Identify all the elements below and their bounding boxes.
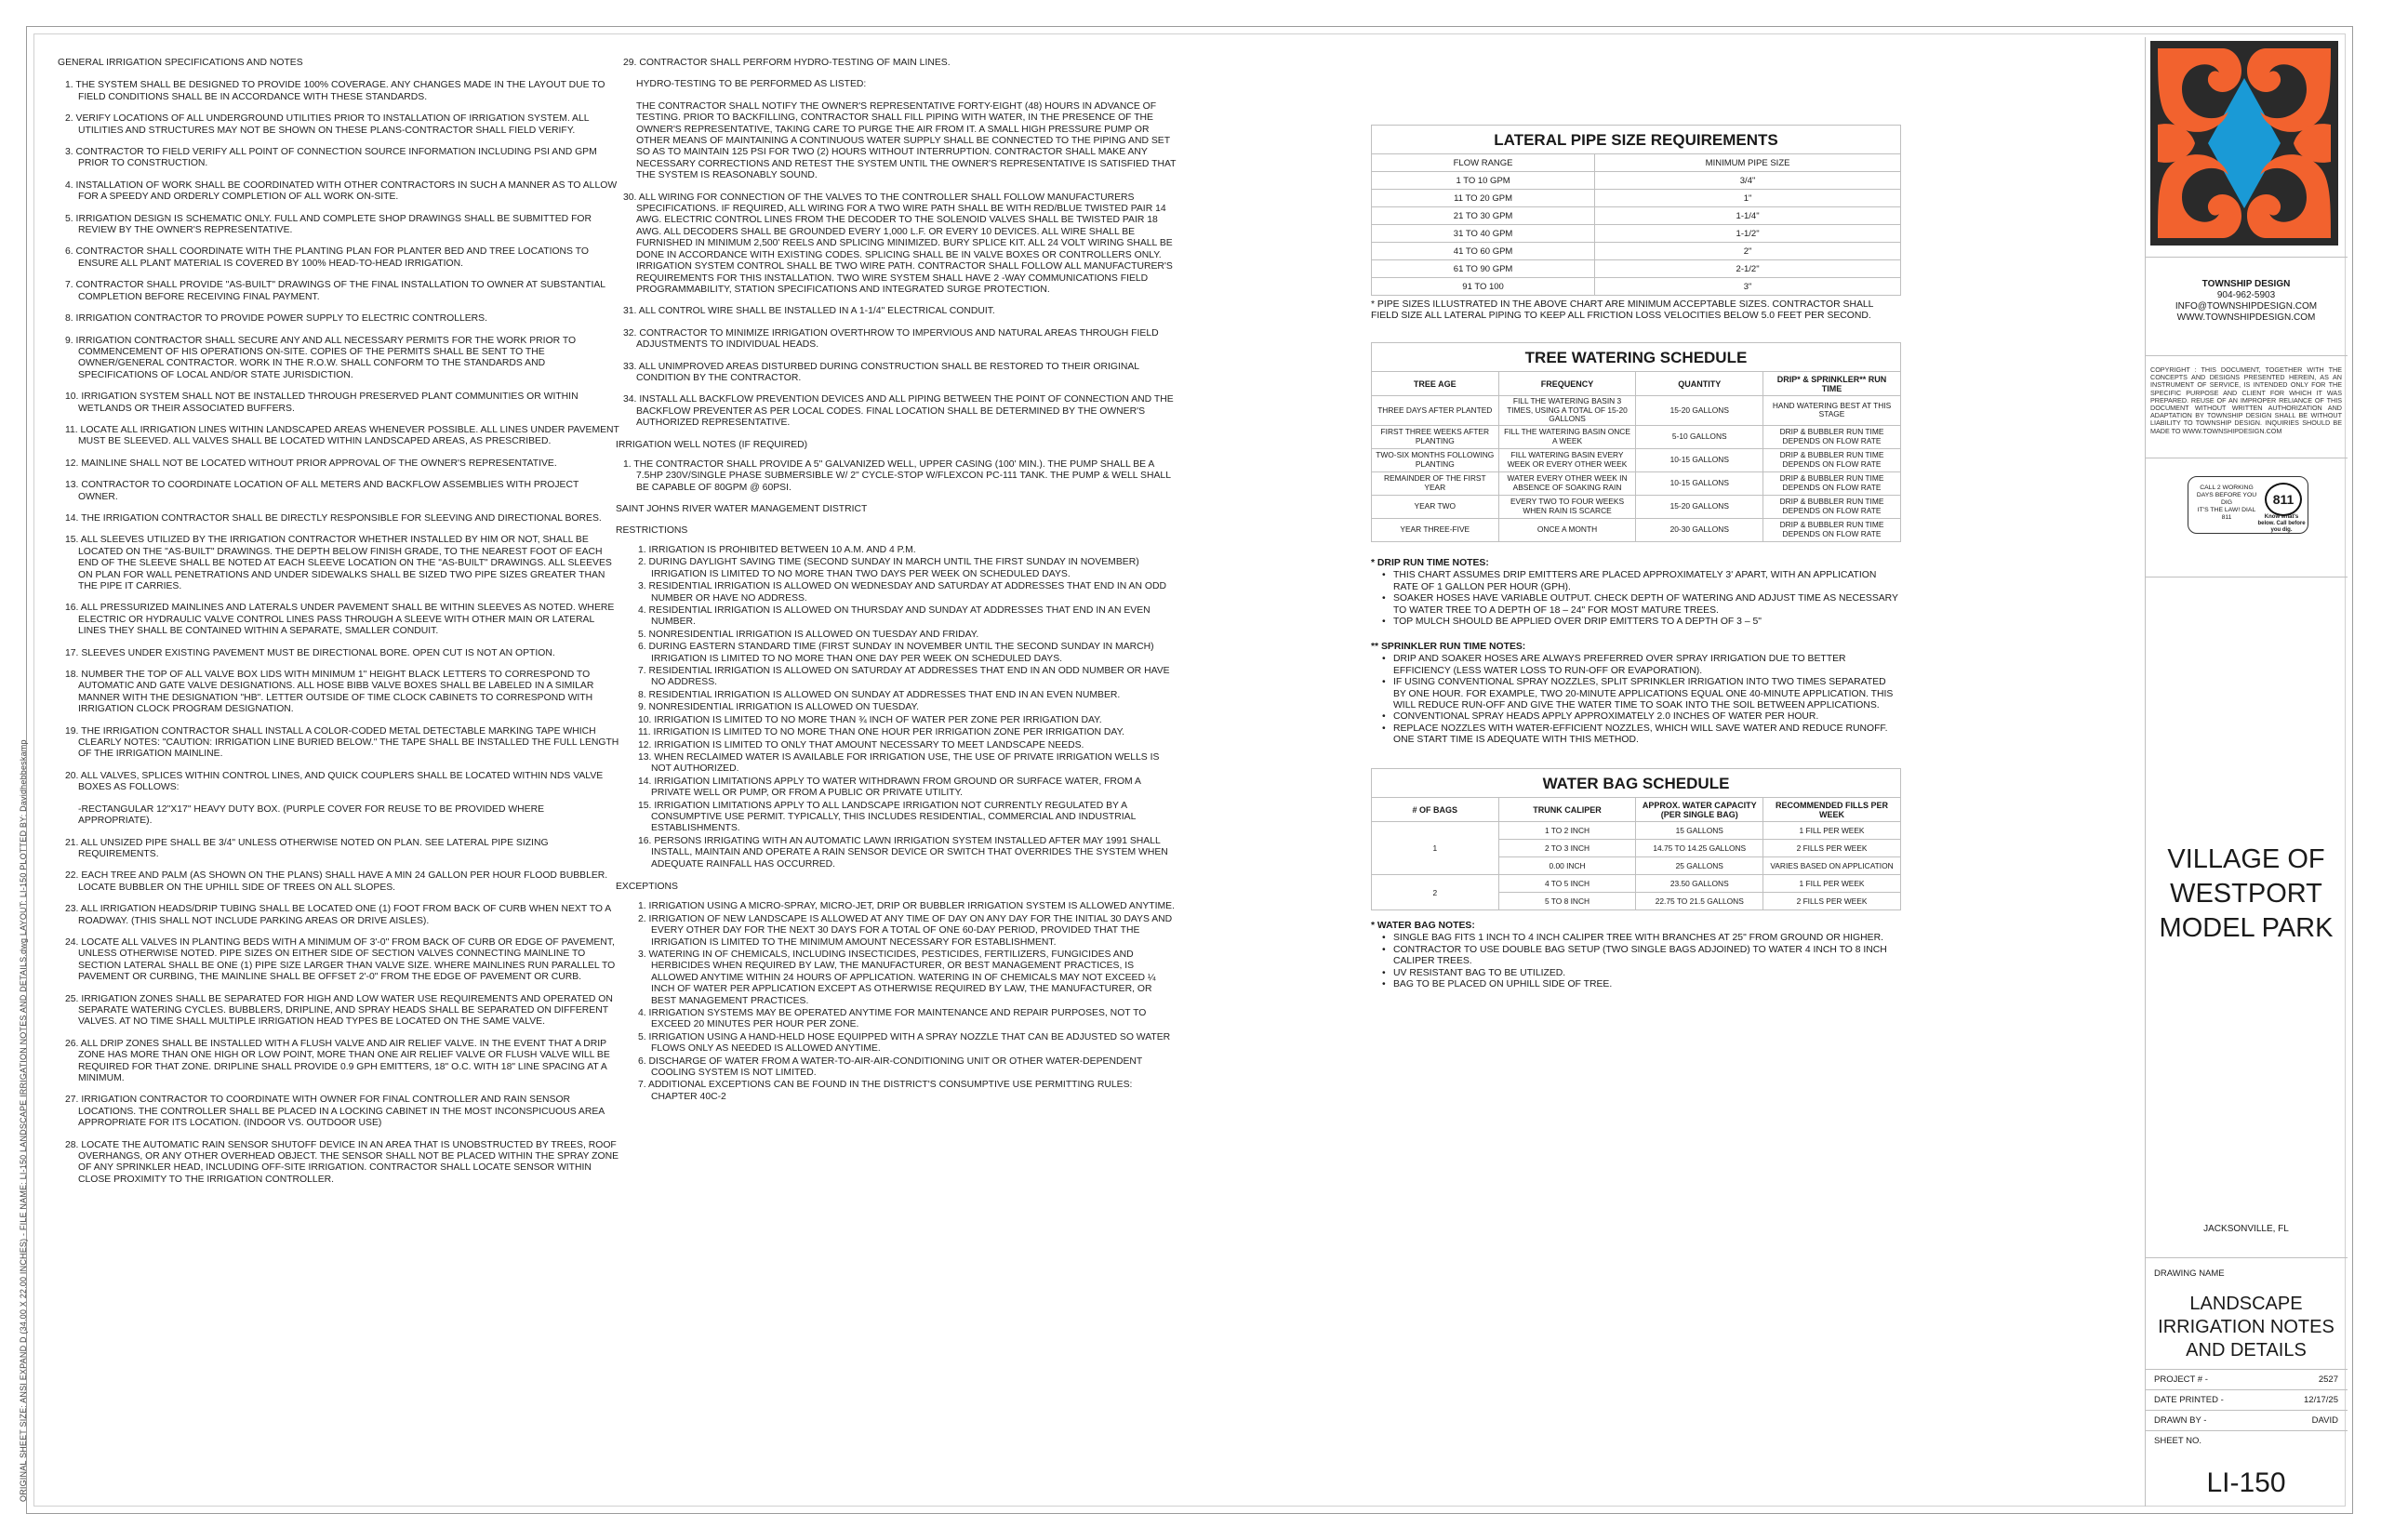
notes-column-2 (616, 58, 1177, 1114)
exception-item: 3. WATERING IN OF CHEMICALS, INCLUDING INSECTICIDES, PESTICIDES, FERTILIZERS, FUNGICIDES AND HERBICIDES WHEN REQUIRED BY LAW, THE MANUFACTURER, OR BEST MANAGEMENT PRACTICES, IS ALLOWED ANYTIME WITHIN 24 HOURS OF APPLICATION. WATERING IN OF CHEMICALS MAY NOT EXCEED ¼ INCH OF WATER PER APPLICATION EXCEPT AS OTHERWISE REQUIRED BY LAW, THE MANUFACTURER, OR BEST MANAGEMENT PRACTICES. (638, 949, 1156, 1006)
811-icon: 811 (2265, 483, 2302, 516)
general-note: 6. CONTRACTOR SHALL COORDINATE WITH THE PLANTING PLAN FOR PLANTER BED AND TREE LOCATIONS TO ENSURE ALL PLANT MATERIAL IS COVERED BY 100% HEAD-TO-HEAD IRRIGATION. (65, 246, 589, 269)
call-811-badge (2188, 476, 2308, 534)
title-block-divider (2145, 1410, 2348, 1411)
bag-count-cell: 2 (1372, 875, 1499, 910)
note-29: 29. CONTRACTOR SHALL PERFORM HYDRO-TESTING OF MAIN LINES. (623, 58, 951, 68)
hydro-test-heading: HYDRO-TESTING TO BE PERFORMED AS LISTED: (636, 79, 867, 90)
table-cell: FILL WATERING BASIN EVERY WEEK OR EVERY OTHER WEEK (1498, 448, 1636, 471)
call-811-tagline: Know what's below. Call before you dig. (2257, 514, 2306, 533)
table-cell: 15-20 GALLONS (1636, 396, 1763, 426)
general-note: 23. ALL IRRIGATION HEADS/DRIP TUBING SHALL BE LOCATED ONE (1) FOOT FROM BACK OF CURB WHEN NEXT TO A ROADWAY. (THIS SHALL NOT INCLUDE PARKING AREAS OR DRIVE AISLES). (65, 904, 611, 926)
drawing-name-line: IRRIGATION NOTES (2158, 1317, 2334, 1337)
table-row (1372, 471, 1901, 495)
general-note: 22. EACH TREE AND PALM (AS SHOWN ON THE PLANS) SHALL HAVE A MIN 24 GALLON PER HOUR FLOOD BUBBLER. LOCATE BUBBLER ON THE UPHILL SIDE OF TREES ON ALL SLOPES. (65, 870, 608, 893)
general-note: 11. LOCATE ALL IRRIGATION LINES WITHIN LANDSCAPED AREAS WHENEVER POSSIBLE. ALL LINES UNDER PAVEMENT MUST BE SLEEVED. ALL VALVES SHALL BE LOCATED WITHIN LANDSCAPED AREAS, AS PRESCRIBED. (65, 424, 619, 447)
general-note: 15. ALL SLEEVES UTILIZED BY THE IRRIGATION CONTRACTOR WHETHER INSTALLED BY HIM OR NOT, SHALL BE LOCATED ON THE "AS-BUILT" DRAWINGS. THE DEPTH BELOW FINISH GRADE, TO THE NEAREST FOOT OF EACH END OF THE SLEEVE SHALL BE NOTED AT EACH SLEEVE LOCATION ON THE "AS-BUILT" DRAWINGS. ALL SLEEVES ON PLAN FOR WALL PENETRATIONS AND UNDER SIDEWALKS SHALL BE SIZED TWO PIPE SIZES GREATER THAN THE PIPE IT CARRIES. (65, 535, 612, 591)
title-block-divider (2145, 1389, 2348, 1390)
drip-note-item: • TOP MULCH SHOULD BE APPLIED OVER DRIP EMITTERS TO A DEPTH OF 3 – 5" (1377, 617, 1901, 628)
table-cell: 20-30 GALLONS (1636, 518, 1763, 541)
company-name: TOWNSHIP DESIGN (2201, 279, 2291, 289)
table-cell: 2 TO 3 INCH (1498, 840, 1636, 857)
table-row (1372, 448, 1901, 471)
table-cell: 1 FILL PER WEEK (1763, 822, 1901, 840)
general-note: 4. INSTALLATION OF WORK SHALL BE COORDINATED WITH OTHER CONTRACTORS IN SUCH A MANNER AS TO ALLOW FOR A SPEEDY AND ORDERLY COMPLETION OF ALL WORK ON-SITE. (65, 179, 618, 203)
general-note: 27. IRRIGATION CONTRACTOR TO COORDINATE WITH OWNER FOR FINAL CONTROLLER AND RAIN SENSOR LOCATIONS. THE CONTROLLER SHALL BE PLACED IN A LOCKING CABINET IN THE MOST INCONSPICUOUS AREA APPROPRIATE FOR ITS LOCATION. (INDOOR VS. OUTDOOR USE) (65, 1095, 605, 1129)
sheet-number-row (2154, 1436, 2338, 1454)
general-note: 26. ALL DRIP ZONES SHALL BE INSTALLED WITH A FLUSH VALVE AND AIR RELIEF VALVE. IN THE EVENT THAT A DRIP ZONE HAS MORE THAN ONE HIGH OR LOW POINT, MORE THAN ONE AIR RELIEF VALVE OR FLUSH VALVE WILL BE REQUIRED FOR THAT ZONE. DRIPLINE SHALL PROVIDE 0.9 GPH EMITTERS, 18" O.C. WITH 18" LINE SPACING AT A MINIMUM. (65, 1038, 610, 1083)
table-cell: 23.50 GALLONS (1636, 875, 1763, 893)
drawing-name (2145, 1293, 2348, 1362)
table-row (1372, 243, 1901, 260)
table-row (1372, 518, 1901, 541)
table-row (1372, 875, 1901, 893)
table-cell: 1" (1595, 190, 1901, 207)
water-bag-note-item: • CONTRACTOR TO USE DOUBLE BAG SETUP (TWO SINGLE BAGS ADJOINED) TO WATER 4 INCH TO 8 INCH CALIPER TREES. (1377, 945, 1901, 968)
lateral-pipe-note: * PIPE SIZES ILLUSTRATED IN THE ABOVE CHART ARE MINIMUM ACCEPTABLE SIZES. CONTRACTOR SHALL FIELD SIZE ALL LATERAL PIPING TO KEEP ALL FRICTION LOSS VELOCITIES BELOW 5.0 FEET PER SECOND. (1371, 299, 1874, 322)
table-cell: 2 FILLS PER WEEK (1763, 893, 1901, 910)
water-bag-title: WATER BAG SCHEDULE (1371, 768, 1901, 797)
table-cell: 2" (1595, 243, 1901, 260)
bag-count-cell: 1 (1372, 822, 1499, 875)
table-cell: DRIP & BUBBLER RUN TIME DEPENDS ON FLOW RATE (1763, 448, 1901, 471)
general-note: 14. THE IRRIGATION CONTRACTOR SHALL BE DIRECTLY RESPONSIBLE FOR SLEEVING AND DIRECTIONAL BORES. (65, 512, 602, 524)
drawing-name-line: AND DETAILS (2186, 1340, 2307, 1361)
table-cell: YEAR TWO (1372, 495, 1499, 518)
title-block-divider (2145, 257, 2348, 258)
table-cell: 2 FILLS PER WEEK (1763, 840, 1901, 857)
project-title-line: VILLAGE OF (2167, 844, 2325, 874)
table-cell: 1-1/4" (1595, 207, 1901, 225)
exception-item: 2. IRRIGATION OF NEW LANDSCAPE IS ALLOWED AT ANY TIME OF DAY ON ANY DAY FOR THE INITIAL 30 DAYS AND EVERY OTHER DAY FOR THE NEXT 30 DAYS FOR A TOTAL OF ONE 60-DAY PERIOD, PROVIDED THAT THE IRRIGATION IS LIMITED TO THE MINIMUM AMOUNT NECESSARY FOR ESTABLISHMENT. (638, 913, 1173, 948)
restriction-item: 9. NONRESIDENTIAL IRRIGATION IS ALLOWED ON TUESDAY. (638, 702, 919, 713)
exception-item: 4. IRRIGATION SYSTEMS MAY BE OPERATED ANYTIME FOR MAINTENANCE AND REPAIR PURPOSES, NOT TO EXCEED 20 MINUTES PER HOUR PER ZONE. (638, 1008, 1147, 1030)
township-design-logo (2150, 41, 2338, 246)
table-cell: 22.75 TO 21.5 GALLONS (1636, 893, 1763, 910)
table-row (1372, 495, 1901, 518)
drawn-by-label: DRAWN BY - (2154, 1415, 2207, 1426)
project-number-row (2154, 1374, 2338, 1393)
table-cell: 2-1/2" (1595, 260, 1901, 278)
restriction-item: 15. IRRIGATION LIMITATIONS APPLY TO ALL LANDSCAPE IRRIGATION NOT CURRENTLY REGULATED BY A CONSUMPTIVE USE PERMIT. TYPICALLY, THIS INCLUDES RESIDENTIAL, COMMERCIAL AND INDUSTRIAL ESTABLISHMENTS. (638, 800, 1136, 834)
restriction-item: 1. IRRIGATION IS PROHIBITED BETWEEN 10 A.M. AND 4 P.M. (638, 545, 916, 555)
restriction-item: 2. DURING DAYLIGHT SAVING TIME (SECOND SUNDAY IN MARCH UNTIL THE FIRST SUNDAY IN NOVEMBER) IRRIGATION IS LIMITED TO NO MORE THAN TWO DAYS PER WEEK ON SCHEDULED DAYS. (638, 557, 1139, 579)
table-row (1372, 190, 1901, 207)
company-phone: 904-962-5903 (2216, 290, 2276, 300)
table-cell: TWO-SIX MONTHS FOLLOWING PLANTING (1372, 448, 1499, 471)
title-block-divider (2145, 577, 2348, 578)
restriction-item: 6. DURING EASTERN STANDARD TIME (FIRST SUNDAY IN NOVEMBER UNTIL THE SECOND SUNDAY IN MARCH) IRRIGATION IS LIMITED TO NO MORE THAN ONE DAY PER WEEK ON SCHEDULED DAYS. (638, 642, 1154, 664)
drawn-by-value: DAVID (2311, 1415, 2338, 1426)
sprinkler-note-item: • REPLACE NOZZLES WITH WATER-EFFICIENT NOZZLES, WHICH WILL SAVE WATER AND REDUCE RUNOFF. ONE START TIME IS ADEQUATE WITH THIS METHOD. (1377, 724, 1901, 747)
table-row (1372, 172, 1901, 190)
company-email: INFO@TOWNSHIPDESIGN.COM (2175, 301, 2318, 312)
restriction-item: 16. PERSONS IRRIGATING WITH AN AUTOMATIC LAWN IRRIGATION SYSTEM INSTALLED AFTER MAY 1991 SHALL INSTALL, MAINTAIN AND OPERATE A RAIN SENSOR DEVICE OR SWITCH THAT OVERRIDES THE SYSTEM WHEN ADEQUATE RAINFALL HAS OCCURRED. (638, 835, 1168, 870)
table-row (1372, 822, 1901, 840)
copyright-notice: COPYRIGHT : THIS DOCUMENT, TOGETHER WITH THE CONCEPTS AND DESIGNS PRESENTED HEREIN, AS AN INSTRUMENT OF SERVICE, IS INTENDED ONLY FOR THE SPECIFIC PURPOSE AND CLIENT FOR WHICH IT WAS PREPARED. REUSE OF AN IMPROPER RELIANCE OF THIS DOCUMENT WITHOUT WRITTEN AUTHORIZATION AND ADAPTATION BY TOWNSHIP DESIGN SHALL BE WITHOUT LIABILITY TO TOWNSHIP DESIGN. INQUIRIES SHOULD BE MADE TO WWW.TOWNSHIPDESIGN.COM (2150, 365, 2342, 435)
exception-item: 5. IRRIGATION USING A HAND-HELD HOSE EQUIPPED WITH A SPRAY NOZZLE THAT CAN BE ADJUSTED SO WATER FLOWS ONLY AS NEEDED IS ALLOWED ANYTIME. (638, 1031, 1171, 1055)
restriction-item: 12. IRRIGATION IS LIMITED TO ONLY THAT AMOUNT NECESSARY TO MEET LANDSCAPE NEEDS. (638, 739, 1084, 750)
sprinkler-note-item: • IF USING CONVENTIONAL SPRAY NOZZLES, SPLIT SPRINKLER IRRIGATION INTO TWO TIMES SEPARATED BY ONE HOUR. FOR EXAMPLE, TWO 20-MINUTE APPLICATIONS EQUAL ONE 40-MINUTE APPLICATION. THIS WILL REDUCE RUN-OFF AND GIVE THE WATER TIME TO SOAK INTO THE SOIL BETWEEN APPLICATIONS. (1377, 677, 1901, 711)
hydro-test-text: THE CONTRACTOR SHALL NOTIFY THE OWNER'S REPRESENTATIVE FORTY-EIGHT (48) HOURS IN ADVANCE OF TESTING. PRIOR TO BACKFILLING, CONTRACTOR SHALL FILL PIPING WITH WATER, IN THE PRESENCE OF THE OWNER'S REPRESENTATIVE, TAKING CARE TO PURGE THE AIR FROM IT. A SMALL HIGH PRESSURE PUMP OR OTHER MEANS OF MAINTAINING A CONTINUOUS WATER SUPPLY SHALL BE CONNECTED TO THE PIPING AND SET SO AS TO MAINTAIN 125 PSI FOR TWO (2) HOURS WITHOUT INTERRUPTION. CONTRACTOR SHALL MAKE ANY NECESSARY CORRECTIONS AND RETEST THE SYSTEM UNTIL THE OWNER'S REPRESENTATIVE IS SATISFIED THAT THE SYSTEM IS REASONABLY SOUND. (636, 100, 1177, 181)
table-cell: 14.75 TO 14.25 GALLONS (1636, 840, 1763, 857)
drip-note-item: • SOAKER HOSES HAVE VARIABLE OUTPUT. CHECK DEPTH OF WATERING AND ADJUST TIME AS NECESSARY TO WATER TREE TO A DEPTH OF 18 – 24" FOR MOST MATURE TREES. (1377, 593, 1901, 617)
date-printed-value: 12/17/25 (2304, 1395, 2338, 1405)
general-note: 13. CONTRACTOR TO COORDINATE LOCATION OF ALL METERS AND BACKFLOW ASSEMBLIES WITH PROJECT OWNER. (65, 480, 579, 502)
table-cell: 1 TO 10 GPM (1372, 172, 1595, 190)
table-cell: REMAINDER OF THE FIRST YEAR (1372, 471, 1499, 495)
table-cell: 31 TO 40 GPM (1372, 225, 1595, 243)
project-number-value: 2527 (2318, 1374, 2338, 1385)
table-cell: DRIP & BUBBLER RUN TIME DEPENDS ON FLOW RATE (1763, 518, 1901, 541)
restrictions-list (638, 545, 1177, 870)
general-note: 24. LOCATE ALL VALVES IN PLANTING BEDS WITH A MINIMUM OF 3'-0" FROM BACK OF CURB OR EDGE OF PAVEMENT, UNLESS OTHERWISE NOTED. PIPE SIZES ON EITHER SIDE OF SECTION VALVES CONNECTING MAINLINE TO SECTION LATERAL SHALL BE ONE (1) PIPE SIZE LARGER THAN VALVE SIZE. WHERE MAINLINES RUN PARALLEL TO PAVEMENT OR CURBING, THE MAINLINE SHALL BE OFFSET 2'-0" FROM THE EDGE OF PAVEMENT OR CURB. (65, 936, 616, 983)
table-header: MINIMUM PIPE SIZE (1595, 154, 1901, 172)
drip-note-item: • THIS CHART ASSUMES DRIP EMITTERS ARE PLACED APPROXIMATELY 3' APART, WITH AN APPLICATION RATE OF 1 GALLON PER HOUR (GPH). (1377, 570, 1901, 593)
lateral-pipe-title: LATERAL PIPE SIZE REQUIREMENTS (1371, 125, 1901, 153)
restriction-item: 4. RESIDENTIAL IRRIGATION IS ALLOWED ON THURSDAY AND SUNDAY AT ADDRESSES THAT END IN AN EVEN NUMBER. (638, 605, 1151, 628)
exception-item: 6. DISCHARGE OF WATER FROM A WATER-TO-AIR-AIR-CONDITIONING UNIT OR OTHER WATER-DEPENDENT COOLING SYSTEM IS NOT LIMITED. (638, 1055, 1143, 1079)
sprinkler-notes-title: ** SPRINKLER RUN TIME NOTES: (1371, 642, 1526, 652)
table-cell: 41 TO 60 GPM (1372, 243, 1595, 260)
general-note: 1. THE SYSTEM SHALL BE DESIGNED TO PROVIDE 100% COVERAGE. ANY CHANGES MADE IN THE LAYOUT DUE TO FIELD CONDITIONS SHALL BE IN ACCORDANCE WITH THESE STANDARDS. (65, 80, 605, 102)
project-number-label: PROJECT # - (2154, 1374, 2208, 1385)
exception-item: 7. ADDITIONAL EXCEPTIONS CAN BE FOUND IN THE DISTRICT'S CONSUMPTIVE USE PERMITTING RULES: CHAPTER 40C-2 (638, 1080, 1133, 1102)
drip-notes-title: * DRIP RUN TIME NOTES: (1371, 558, 1489, 568)
sheet-number-label: SHEET NO. (2154, 1436, 2202, 1446)
file-info-strip: ORIGINAL SHEET SIZE: ANSI EXPAND D (34.00 X 22.00 INCHES) - FILE NAME: LI-150 LANDSCAPE IRRIGATION NOTES AND DETAILS.dwg LAYOUT: LI-150 PLOTTED BY: Davidhebbeskamp (19, 739, 28, 1502)
company-website: WWW.TOWNSHIPDESIGN.COM (2176, 312, 2316, 323)
table-header: TRUNK CALIPER (1498, 798, 1636, 822)
notes-list-30-34 (616, 192, 1177, 430)
table-cell: ONCE A MONTH (1498, 518, 1636, 541)
project-location: JACKSONVILLE, FL (2203, 1224, 2289, 1234)
table-cell: 5 TO 8 INCH (1498, 893, 1636, 910)
sprinkler-run-time-notes (1371, 642, 1901, 747)
water-bag-note-item: • UV RESISTANT BAG TO BE UTILIZED. (1377, 968, 1901, 979)
general-notes-heading: GENERAL IRRIGATION SPECIFICATIONS AND NOTES (58, 58, 303, 68)
table-cell: 3" (1595, 278, 1901, 296)
table-cell: 1 TO 2 INCH (1498, 822, 1636, 840)
water-bag-note-item: • SINGLE BAG FITS 1 INCH TO 4 INCH CALIPER TREE WITH BRANCHES AT 25" FROM GROUND OR HIGHER. (1377, 933, 1901, 944)
general-note: 3. CONTRACTOR TO FIELD VERIFY ALL POINT OF CONNECTION SOURCE INFORMATION INCLUDING PSI AND GPM PRIOR TO CONSTRUCTION. (65, 147, 597, 169)
table-row (1372, 396, 1901, 426)
well-notes-list (616, 459, 1177, 494)
table-cell: WATER EVERY OTHER WEEK IN ABSENCE OF SOAKING RAIN (1498, 471, 1636, 495)
table-header: QUANTITY (1636, 372, 1763, 396)
restriction-item: 13. WHEN RECLAIMED WATER IS AVAILABLE FOR IRRIGATION USE, THE USE OF PRIVATE IRRIGATION WELLS IS NOT AUTHORIZED. (638, 751, 1160, 775)
well-notes-heading: IRRIGATION WELL NOTES (IF REQUIRED) (616, 439, 808, 450)
table-header: RECOMMENDED FILLS PER WEEK (1763, 798, 1901, 822)
general-note: 12. MAINLINE SHALL NOT BE LOCATED WITHOUT PRIOR APPROVAL OF THE OWNER'S REPRESENTATIVE. (65, 458, 557, 469)
table-cell: DRIP & BUBBLER RUN TIME DEPENDS ON FLOW RATE (1763, 471, 1901, 495)
general-note: 20. ALL VALVES, SPLICES WITHIN CONTROL LINES, AND QUICK COUPLERS SHALL BE LOCATED WITHIN NDS VALVE BOXES AS FOLLOWS: (65, 770, 604, 793)
general-notes-column (58, 58, 619, 1196)
table-cell: 0.00 INCH (1498, 857, 1636, 875)
general-note: 32. CONTRACTOR TO MINIMIZE IRRIGATION OVERTHROW TO IMPERVIOUS AND NATURAL AREAS THROUGH FIELD ADJUSTMENTS TO INDIVIDUAL HEADS. (623, 327, 1159, 351)
sprinkler-note-item: • CONVENTIONAL SPRAY HEADS APPLY APPROXIMATELY 2.0 INCHES OF WATER PER HOUR. (1377, 711, 1901, 723)
project-title-line: WESTPORT (2170, 879, 2322, 909)
drawing-name-label: DRAWING NAME (2154, 1268, 2225, 1279)
company-info (2145, 279, 2348, 324)
table-cell: 11 TO 20 GPM (1372, 190, 1595, 207)
table-cell: 5-10 GALLONS (1636, 425, 1763, 448)
table-cell: EVERY TWO TO FOUR WEEKS WHEN RAIN IS SCARCE (1498, 495, 1636, 518)
project-title (2145, 843, 2348, 946)
water-bag-notes (1371, 921, 1901, 990)
call-811-law: IT'S THE LAW! DIAL 811 (2197, 507, 2256, 521)
restriction-item: 7. RESIDENTIAL IRRIGATION IS ALLOWED ON SATURDAY AT ADDRESSES THAT END IN AN ODD NUMBER OR HAVE NO ADDRESS. (638, 666, 1170, 688)
exceptions-heading: EXCEPTIONS (616, 881, 678, 892)
drawn-by-row (2154, 1415, 2338, 1434)
tree-watering-table (1371, 342, 1901, 542)
table-cell: DRIP & BUBBLER RUN TIME DEPENDS ON FLOW RATE (1763, 495, 1901, 518)
call-811-text: CALL 2 WORKING DAYS BEFORE YOU DIG (2196, 485, 2257, 506)
table-header: APPROX. WATER CAPACITY (PER SINGLE BAG) (1636, 798, 1763, 822)
table-cell: DRIP & BUBBLER RUN TIME DEPENDS ON FLOW RATE (1763, 425, 1901, 448)
table-row (1372, 207, 1901, 225)
table-header: FREQUENCY (1498, 372, 1636, 396)
general-note: 5. IRRIGATION DESIGN IS SCHEMATIC ONLY. FULL AND COMPLETE SHOP DRAWINGS SHALL BE SUBMITTED FOR REVIEW BY THE OWNER'S REPRESENTATIVE. (65, 213, 592, 236)
exceptions-list (638, 901, 1177, 1103)
table-cell: 3/4" (1595, 172, 1901, 190)
restriction-item: 10. IRRIGATION IS LIMITED TO NO MORE THAN ¾ INCH OF WATER PER ZONE PER IRRIGATION DAY. (638, 714, 1102, 725)
table-cell: 61 TO 90 GPM (1372, 260, 1595, 278)
table-header: # OF BAGS (1372, 798, 1499, 822)
general-note: 17. SLEEVES UNDER EXISTING PAVEMENT MUST BE DIRECTIONAL BORE. OPEN CUT IS NOT AN OPTION. (65, 647, 555, 658)
general-note: 7. CONTRACTOR SHALL PROVIDE "AS-BUILT" DRAWINGS OF THE FINAL INSTALLATION TO OWNER AT SUBSTANTIAL COMPLETION BEFORE RECEIVING FINAL PAYMENT. (65, 280, 605, 302)
general-notes-list (58, 80, 619, 1186)
table-row (1372, 425, 1901, 448)
general-note: 10. IRRIGATION SYSTEM SHALL NOT BE INSTALLED THROUGH PRESERVED PLANT COMMUNITIES OR WITHIN WETLANDS OR THEIR ASSOCIATED BUFFERS. (65, 392, 579, 414)
general-note: 9. IRRIGATION CONTRACTOR SHALL SECURE ANY AND ALL NECESSARY PERMITS FOR THE WORK PRIOR TO COMMENCEMENT OF HIS OPERATIONS ON-SITE. COPIES OF THE PERMITS SHALL BE SENT TO THE OWNER/GENERAL CONTRACTOR. WORK IN THE R.O.W. SHALL CONFORM TO THE STANDARDS AND SPECIFICATIONS OF LOCAL AND/OR STATE JURISDICTION. (65, 335, 577, 380)
restrictions-heading: RESTRICTIONS (616, 524, 688, 536)
table-cell: 1 FILL PER WEEK (1763, 875, 1901, 893)
tree-watering-title: TREE WATERING SCHEDULE (1371, 342, 1901, 371)
table-cell: 10-15 GALLONS (1636, 448, 1763, 471)
water-bag-notes-title: * WATER BAG NOTES: (1371, 921, 1475, 931)
restriction-item: 5. NONRESIDENTIAL IRRIGATION IS ALLOWED ON TUESDAY AND FRIDAY. (638, 629, 979, 640)
project-title-line: MODEL PARK (2159, 913, 2334, 943)
table-cell: FILL THE WATERING BASIN 3 TIMES, USING A TOTAL OF 15-20 GALLONS (1498, 396, 1636, 426)
table-cell: 1-1/2" (1595, 225, 1901, 243)
table-cell: THREE DAYS AFTER PLANTED (1372, 396, 1499, 426)
table-cell: 15-20 GALLONS (1636, 495, 1763, 518)
general-note: 19. THE IRRIGATION CONTRACTOR SHALL INSTALL A COLOR-CODED METAL DETECTABLE MARKING TAPE WHICH CLEARLY NOTES: "CAUTION: IRRIGATION LINE BURIED BELOW." THE TAPE SHALL BE INSTALLED THE FULL LENGTH OF THE IRRIGATION MAINLINE. (65, 725, 619, 760)
drip-run-time-notes (1371, 558, 1901, 628)
general-note: 25. IRRIGATION ZONES SHALL BE SEPARATED FOR HIGH AND LOW WATER USE REQUIREMENTS AND OPERATED ON SEPARATE WATERING CYCLES. BUBBLERS, DRIPLINE, AND SPRAY HEADS SHALL BE SEPARATED ON DIFFERENT VALVES. AT NO TIME SHALL MULTIPLE IRRIGATION HEAD TYPES BE LOCATED ON THE SAME VALVE. (65, 993, 613, 1028)
table-row (1372, 225, 1901, 243)
table-cell: VARIES BASED ON APPLICATION (1763, 857, 1901, 875)
table-cell: 15 GALLONS (1636, 822, 1763, 840)
table-cell: 10-15 GALLONS (1636, 471, 1763, 495)
restriction-item: 3. RESIDENTIAL IRRIGATION IS ALLOWED ON WEDNESDAY AND SATURDAY AT ADDRESSES THAT END IN AN ODD NUMBER OR HAVE NO ADDRESS. (638, 581, 1166, 604)
valve-box-spec: -RECTANGULAR 12"X17" HEAVY DUTY BOX. (PURPLE COVER FOR REUSE TO BE PROVIDED WHERE APPROPRIATE). (78, 803, 545, 827)
sprinkler-note-item: • DRIP AND SOAKER HOSES ARE ALWAYS PREFERRED OVER SPRAY IRRIGATION DUE TO BETTER EFFICIENCY (LESS WATER LOSS TO RUN-OFF OR EVAPORATION). (1377, 654, 1901, 677)
water-bag-table (1371, 768, 1901, 910)
general-note: 18. NUMBER THE TOP OF ALL VALVE BOX LIDS WITH MINIMUM 1" HEIGHT BLACK LETTERS TO CORRESPOND TO AUTOMATIC AND GATE VALVE DESIGNATIONS. ALL HOSE BIBB VALVE BOXES SHALL BE LABELED IN A SIMILAR MANNER WITH THE DESIGNATION "HB". LETTER OUTSIDE OF TIME CLOCK CABINETS TO CORRESPOND WITH IRRIGATION CLOCK PROGRAM DESIGNATION. (65, 670, 594, 715)
table-header: DRIP* & SPRINKLER** RUN TIME (1763, 372, 1901, 396)
general-note: 33. ALL UNIMPROVED AREAS DISTURBED DURING CONSTRUCTION SHALL BE RESTORED TO THEIR ORIGINAL CONDITION BY THE CONTRACTOR. (623, 361, 1139, 383)
title-block-divider (2145, 1257, 2348, 1258)
date-printed-label: DATE PRINTED - (2154, 1395, 2224, 1405)
title-block-divider (2145, 355, 2348, 356)
general-note: 30. ALL WIRING FOR CONNECTION OF THE VALVES TO THE CONTROLLER SHALL FOLLOW MANUFACTURERS SPECIFICATIONS. IF REQUIRED, ALL WIRING FOR A TWO WIRE PATH SHALL BE WITH RED/BLUE TWISTED PAIR 14 AWG. ELECTRIC CONTROL LINES FROM THE DECODER TO THE SOLENOID VALVES SHALL BE TWISTED PAIR 18 AWG. ALL DECODERS SHALL BE GROUNDED EVERY 1,000 L.F. OR EVERY 10 DEVICES. ALL WIRE SHALL BE FURNISHED IN MINIMUM 2,500' REELS AND SPLICING MINIMIZED. BURY SPLICE KIT. ALL 24 VOLT WIRING SHALL BE DONE IN ACCORDANCE WITH EXISTING CODES. SPLICING SHALL BE IN VALVE BOXES OR CONTROLLERS ONLY. IRRIGATION SYSTEM CONTROL SHALL BE TWO WIRE PATH. CONTRACTOR SHALL FOLLOW ALL MANUFACTURER'S REQUIREMENTS FOR THIS INSTALLATION. TWO WIRE SYSTEM SHALL HAVE 2 -WAY COMMUNICATIONS FIELD PROGRAMMABILITY, STATION SPECIFICATIONS AND INTEGRATED SURGE PROTECTION. (623, 192, 1173, 295)
title-block-divider (2145, 1369, 2348, 1370)
general-note: 16. ALL PRESSURIZED MAINLINES AND LATERALS UNDER PAVEMENT SHALL BE WITHIN SLEEVES AS NOTED. WHERE ELECTRIC OR HYDRAULIC VALVE CONTROL LINES PASS THROUGH A SLEEVE WITH OTHER MAIN OR LATERAL LINES THEY SHALL BE CONTAINED WITHIN A SEPARATE, SMALLER CONDUIT. (65, 603, 615, 637)
table-cell: FILL THE WATERING BASIN ONCE A WEEK (1498, 425, 1636, 448)
general-note: 28. LOCATE THE AUTOMATIC RAIN SENSOR SHUTOFF DEVICE IN AN AREA THAT IS UNOBSTRUCTED BY TREES, ROOF OVERHANGS, OR ANY OTHER OVERHEAD OBJECT. THE SENSOR SHALL NOT BE PLACED WITHIN THE SPRAY ZONE OF ANY SPRINKLER HEAD, INCLUDING OFF-SITE IRRIGATION. CONTRACTOR SHALL LOCATE SENSOR WITHIN CLOSE PROXIMITY TO THE IRRIGATION CONTROLLER. (65, 1139, 619, 1185)
general-note: 31. ALL CONTROL WIRE SHALL BE INSTALLED IN A 1-1/4" ELECTRICAL CONDUIT. (623, 306, 995, 317)
table-cell: 91 TO 100 (1372, 278, 1595, 296)
general-note: 34. INSTALL ALL BACKFLOW PREVENTION DEVICES AND ALL PIPING BETWEEN THE POINT OF CONNECTION AND THE BACKFLOW PREVENTER AS PER LOCAL CODES. FINAL LOCATION SHALL BE DETERMINED BY THE OWNER'S AUTHORIZED REPRESENTATIVE. (623, 394, 1174, 429)
table-row (1372, 278, 1901, 296)
table-cell: HAND WATERING BEST AT THIS STAGE (1763, 396, 1901, 426)
general-note: 21. ALL UNSIZED PIPE SHALL BE 3/4" UNLESS OTHERWISE NOTED ON PLAN. SEE LATERAL PIPE SIZING REQUIREMENTS. (65, 837, 549, 859)
date-printed-row (2154, 1395, 2338, 1414)
lateral-pipe-table (1371, 125, 1901, 296)
general-note: 8. IRRIGATION CONTRACTOR TO PROVIDE POWER SUPPLY TO ELECTRIC CONTROLLERS. (65, 313, 487, 325)
table-cell: 25 GALLONS (1636, 857, 1763, 875)
table-header: FLOW RANGE (1372, 154, 1595, 172)
restriction-item: 11. IRRIGATION IS LIMITED TO NO MORE THAN ONE HOUR PER IRRIGATION ZONE PER IRRIGATION DAY. (638, 727, 1125, 738)
table-row (1372, 260, 1901, 278)
district-heading: SAINT JOHNS RIVER WATER MANAGEMENT DISTRICT (616, 504, 868, 515)
table-cell: 21 TO 30 GPM (1372, 207, 1595, 225)
water-bag-note-item: • BAG TO BE PLACED ON UPHILL SIDE OF TREE. (1377, 979, 1901, 990)
table-cell: FIRST THREE WEEKS AFTER PLANTING (1372, 425, 1499, 448)
title-block-divider (2145, 1430, 2348, 1431)
drawing-name-line: LANDSCAPE (2189, 1294, 2303, 1314)
table-header: TREE AGE (1372, 372, 1499, 396)
general-note: 2. VERIFY LOCATIONS OF ALL UNDERGROUND UTILITIES PRIOR TO INSTALLATION OF IRRIGATION SYSTEM. ALL UTILITIES AND STRUCTURES MAY NOT BE SHOWN ON THESE PLANS-CONTRACTOR SHALL FIELD VERIFY. (65, 113, 590, 136)
sheet-number: LI-150 (2206, 1467, 2286, 1498)
restriction-item: 14. IRRIGATION LIMITATIONS APPLY TO WATER WITHDRAWN FROM GROUND OR SURFACE WATER, FROM A PRIVATE WELL OR PUMP, OR FROM A PUBLIC OR PRIVATE UTILITY. (638, 776, 1141, 799)
table-cell: YEAR THREE-FIVE (1372, 518, 1499, 541)
well-note: 1. THE CONTRACTOR SHALL PROVIDE A 5" GALVANIZED WELL, UPPER CASING (100' MIN.). THE PUMP SHALL BE A 7.5HP 230V/SINGLE PHASE SUBMERSIBLE W/ 2" CYCLE-STOP W/FLEXCON PC-111 TANK. THE PUMP & WELL SHALL BE CAPABLE OF 80GPM @ 60PSI. (623, 458, 1171, 493)
logo-graphic (2150, 41, 2338, 246)
title-block (2145, 37, 2348, 1507)
exception-item: 1. IRRIGATION USING A MICRO-SPRAY, MICRO-JET, DRIP OR BUBBLER IRRIGATION SYSTEM IS ALLOWED ANYTIME. (638, 901, 1175, 912)
restriction-item: 8. RESIDENTIAL IRRIGATION IS ALLOWED ON SUNDAY AT ADDRESSES THAT END IN AN EVEN NUMBER. (638, 689, 1121, 700)
table-cell: 4 TO 5 INCH (1498, 875, 1636, 893)
